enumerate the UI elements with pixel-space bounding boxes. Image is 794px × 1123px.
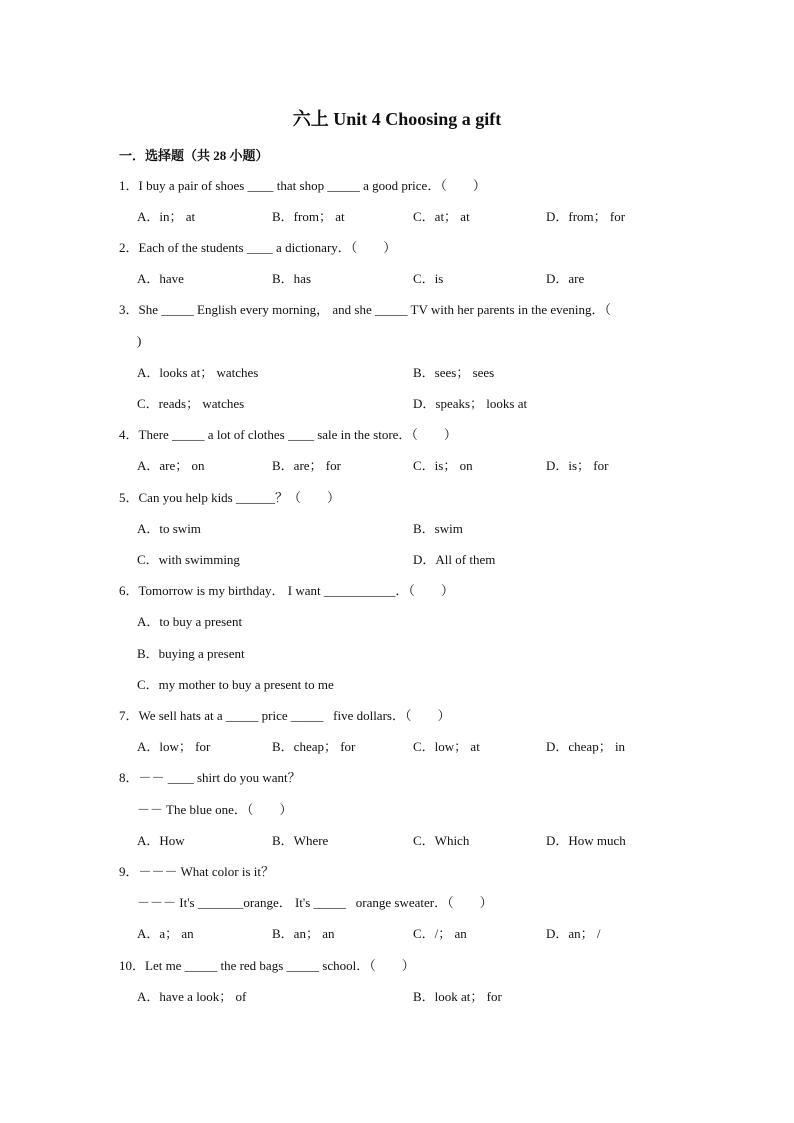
question-3-option-d[interactable]: D．speaks； looks at <box>413 396 528 411</box>
question-7-stem: 7．We sell hats at a _____ price _____ five dollars．（ ） <box>119 708 451 723</box>
question-1-option-b[interactable]: B．from； at <box>272 209 345 224</box>
question-7-option-a[interactable]: A．low； for <box>137 739 211 754</box>
question-7-option-c[interactable]: C．low； at <box>413 739 480 754</box>
question-8-option-c[interactable]: C．Which <box>413 833 470 848</box>
question-7-option-d[interactable]: D．cheap； in <box>546 739 626 754</box>
question-6-option-a[interactable]: A．to buy a present <box>137 614 243 629</box>
question-3-stem-continuation: ) <box>137 333 142 348</box>
question-2-option-c[interactable]: C．is <box>413 271 444 286</box>
question-5-option-c[interactable]: C．with swimming <box>137 552 240 567</box>
question-1-option-c[interactable]: C．at； at <box>413 209 470 224</box>
question-8-option-d[interactable]: D．How much <box>546 833 626 848</box>
question-2-stem: 2．Each of the students ____ a dictionary．（ ） <box>119 240 397 255</box>
question-6-stem: 6．Tomorrow is my birthday． I want ___________．（ ） <box>119 583 454 598</box>
question-4-stem: 4．There _____ a lot of clothes ____ sale in the store．（ ） <box>119 427 457 442</box>
question-4-option-a[interactable]: A．are； on <box>137 458 205 473</box>
question-5-option-d[interactable]: D．All of them <box>413 552 496 567</box>
question-9-option-d[interactable]: D．an； / <box>546 926 601 941</box>
question-4-option-c[interactable]: C．is； on <box>413 458 473 473</box>
question-2-option-b[interactable]: B．has <box>272 271 312 286</box>
question-5-stem: 5．Can you help kids ______？（ ） <box>119 490 340 505</box>
question-1-option-d[interactable]: D．from； for <box>546 209 626 224</box>
question-10-option-a[interactable]: A．have a look； of <box>137 989 247 1004</box>
question-10-stem: 10．Let me _____ the red bags _____ school．（ ） <box>119 958 415 973</box>
question-8-stem-reply: －－ The blue one．（ ） <box>137 802 293 817</box>
question-4-option-b[interactable]: B．are； for <box>272 458 341 473</box>
question-8-option-a[interactable]: A．How <box>137 833 185 848</box>
question-3-option-c[interactable]: C．reads； watches <box>137 396 245 411</box>
question-4-option-d[interactable]: D．is； for <box>546 458 609 473</box>
question-7-option-b[interactable]: B．cheap； for <box>272 739 356 754</box>
question-6-option-b[interactable]: B．buying a present <box>137 646 245 661</box>
question-1-stem: 1．I buy a pair of shoes ____ that shop _____ a good price．（ ） <box>119 178 486 193</box>
question-10-option-b[interactable]: B．look at； for <box>413 989 502 1004</box>
question-9-option-a[interactable]: A．a； an <box>137 926 194 941</box>
question-5-option-b[interactable]: B．swim <box>413 521 463 536</box>
question-9-stem-reply: －－－ It's _______orange． It's _____ orange sweater．（ ） <box>137 895 493 910</box>
question-8-stem: 8．－－ ____ shirt do you want？ <box>119 770 301 785</box>
question-5-option-a[interactable]: A．to swim <box>137 521 201 536</box>
question-9-option-b[interactable]: B．an； an <box>272 926 335 941</box>
page-title: 六上 Unit 4 Choosing a gift <box>292 109 502 129</box>
question-9-stem: 9．－－－ What color is it？ <box>119 864 275 879</box>
question-2-option-d[interactable]: D．are <box>546 271 585 286</box>
question-1-option-a[interactable]: A．in； at <box>137 209 196 224</box>
question-3-option-b[interactable]: B．sees； sees <box>413 365 495 380</box>
section-heading: 一．选择题（共 28 小题） <box>119 148 269 163</box>
question-8-option-b[interactable]: B．Where <box>272 833 329 848</box>
question-3-option-a[interactable]: A．looks at； watches <box>137 365 259 380</box>
question-3-stem: 3．She _____ English every morning， and she _____ TV with her parents in the evening．（ <box>119 302 612 317</box>
question-6-option-c[interactable]: C．my mother to buy a present to me <box>137 677 334 692</box>
question-2-option-a[interactable]: A．have <box>137 271 184 286</box>
question-9-option-c[interactable]: C．/； an <box>413 926 467 941</box>
